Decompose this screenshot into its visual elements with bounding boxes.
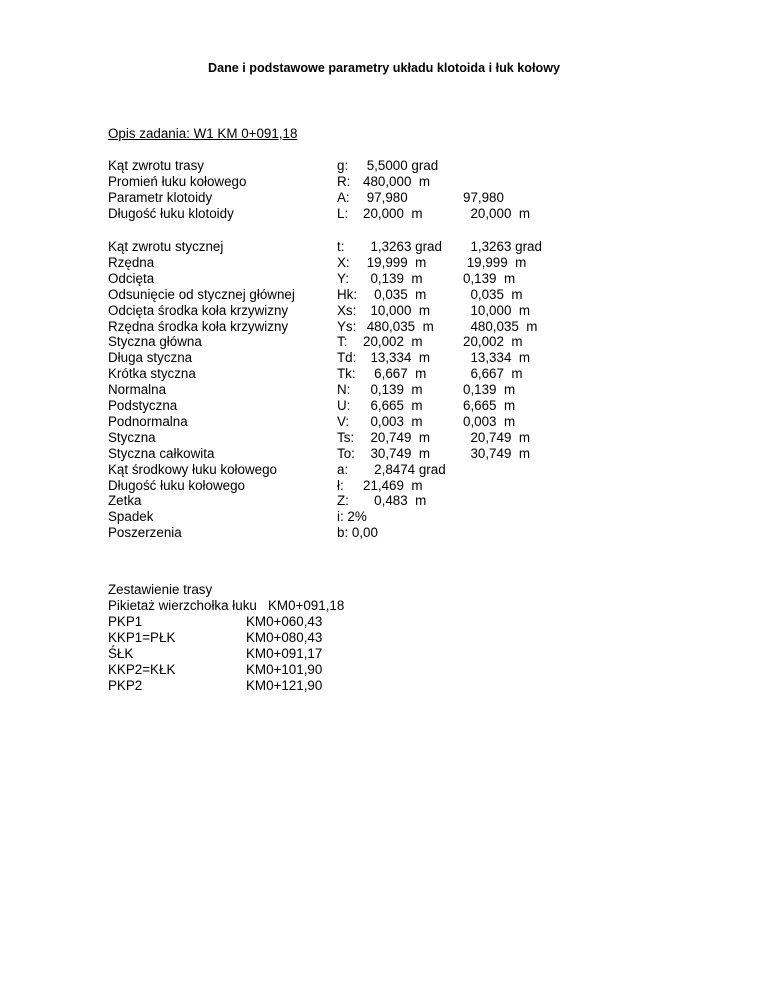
parameter-symbol: b: 0,00 [337,525,378,541]
parameter-symbol: V: [337,413,350,429]
parameter-value: 21,469 m [363,477,423,493]
parameter-label: Długość łuku kołowego [108,477,245,493]
parameter-value-alt: 0,035 m [463,286,523,302]
parameter-symbol: Tk: [337,366,356,382]
route-point-chainage: KM0+091,17 [246,645,323,661]
parameter-value: 0,139 m [363,382,423,398]
route-point-chainage: KM0+101,90 [246,661,323,677]
parameter-value-alt: 20,000 m [463,205,530,221]
parameter-value: 6,665 m [363,398,423,413]
document-title: Dane i podstawowe parametry układu klotoida i łuk kołowy [207,61,560,75]
parameter-value-alt: 10,000 m [463,302,530,318]
parameter-value-alt: 30,749 m [463,445,530,461]
parameter-value-alt: 20,749 m [463,429,530,445]
parameter-label: Spadek [108,509,154,525]
parameter-value-alt: 6,665 m [463,398,516,413]
parameter-value: 2,8474 grad [363,461,446,477]
task-description: Opis zadania: W1 KM 0+091,18 [108,126,298,141]
parameter-value-alt: 6,667 m [463,366,523,382]
parameter-symbol: a: [337,461,349,477]
parameter-symbol: i: 2% [337,509,367,525]
parameter-symbol: Xs: [337,302,357,318]
parameter-symbol: N: [337,382,351,398]
parameter-symbol: ł: [337,477,344,493]
parameter-label: Krótka styczna [108,366,196,382]
route-point-label: KKP1=PŁK [108,629,176,645]
parameter-symbol: To: [337,445,355,461]
route-point-label: ŚŁK [108,645,134,661]
parameter-label: Poszerzenia [108,525,182,541]
parameter-value: 30,749 m [363,445,430,461]
parameter-symbol: Ys: [337,318,357,334]
parameter-label: Zetka [108,493,142,509]
parameter-value-alt: 0,139 m [463,382,516,398]
vertex-chainage-label: Pikietaż wierzchołka łuku [108,598,257,613]
parameter-label: Długa styczna [108,350,193,366]
parameter-value: 5,5000 grad [363,158,439,173]
parameter-value: 19,999 m [363,254,427,270]
parameter-symbol: U: [337,398,351,413]
route-point-chainage: KM0+060,43 [246,614,323,629]
parameter-symbol: g: [337,158,349,173]
parameter-label: Kąt zwrotu stycznej [108,239,224,254]
parameter-value-alt: 480,035 m [463,318,538,334]
parameter-label: Odsunięcie od stycznej głównej [108,286,295,302]
parameter-label: Styczna główna [108,334,202,350]
parameter-symbol: L: [337,205,349,221]
parameter-value-alt: 97,980 [463,189,504,205]
parameter-symbol: A: [337,189,350,205]
parameter-value: 480,035 m [363,318,434,334]
route-point-label: KKP2=KŁK [108,661,176,677]
parameter-label: Rzędna środka koła krzywizny [108,318,289,334]
parameter-value: 0,483 m [363,493,427,509]
parameter-label: Parametr klotoidy [108,189,213,205]
parameter-label: Podnormalna [108,413,188,429]
parameter-value-alt: 0,003 m [463,413,516,429]
vertex-chainage-value: KM0+091,18 [268,598,345,613]
parameter-value: 13,334 m [363,350,430,366]
parameter-symbol: Td: [337,350,357,366]
parameter-value-alt: 0,139 m [463,270,516,286]
parameter-value: 1,3263 grad [363,239,442,254]
parameter-label: Kąt zwrotu trasy [108,158,204,173]
parameter-value: 0,139 m [363,270,423,286]
parameter-label: Kąt środkowy łuku kołowego [108,461,277,477]
parameter-value: 6,667 m [363,366,427,382]
parameter-value: 20,002 m [363,334,423,350]
parameter-value-alt: 20,002 m [463,334,523,350]
parameter-value: 10,000 m [363,302,430,318]
parameter-label: Długość łuku klotoidy [108,205,234,221]
parameter-label: Odcięta środka koła krzywizny [108,302,289,318]
parameter-symbol: t: [337,239,345,254]
parameter-symbol: T: [337,334,348,350]
parameter-label: Styczna [108,429,156,445]
parameter-value: 97,980 [363,189,408,205]
parameter-symbol: X: [337,254,350,270]
parameter-label: Styczna całkowita [108,445,215,461]
parameter-value-alt: 13,334 m [463,350,530,366]
parameter-value-alt: 19,999 m [463,254,527,270]
parameter-label: Promień łuku kołowego [108,173,247,189]
parameter-symbol: Ts: [337,429,355,445]
parameter-label: Odcięta [108,270,155,286]
parameter-symbol: Y: [337,270,349,286]
parameter-label: Normalna [108,382,167,398]
parameter-value-alt: 1,3263 grad [463,239,542,254]
parameter-value: 20,749 m [363,429,430,445]
parameter-symbol: R: [337,173,351,189]
route-point-label: PKP1 [108,614,143,629]
route-point-label: PKP2 [108,677,143,693]
parameter-label: Podstyczna [108,398,178,413]
parameter-value: 0,035 m [363,286,427,302]
parameter-value: 20,000 m [363,205,423,221]
parameter-symbol: Hk: [337,286,358,302]
parameter-value: 480,000 m [363,173,430,189]
parameter-value: 0,003 m [363,413,423,429]
route-point-chainage: KM0+121,90 [246,677,323,693]
parameter-symbol: Z: [337,493,349,509]
parameter-label: Rzędna [108,254,155,270]
route-point-chainage: KM0+080,43 [246,629,323,645]
route-summary-heading: Zestawienie trasy [108,582,213,597]
